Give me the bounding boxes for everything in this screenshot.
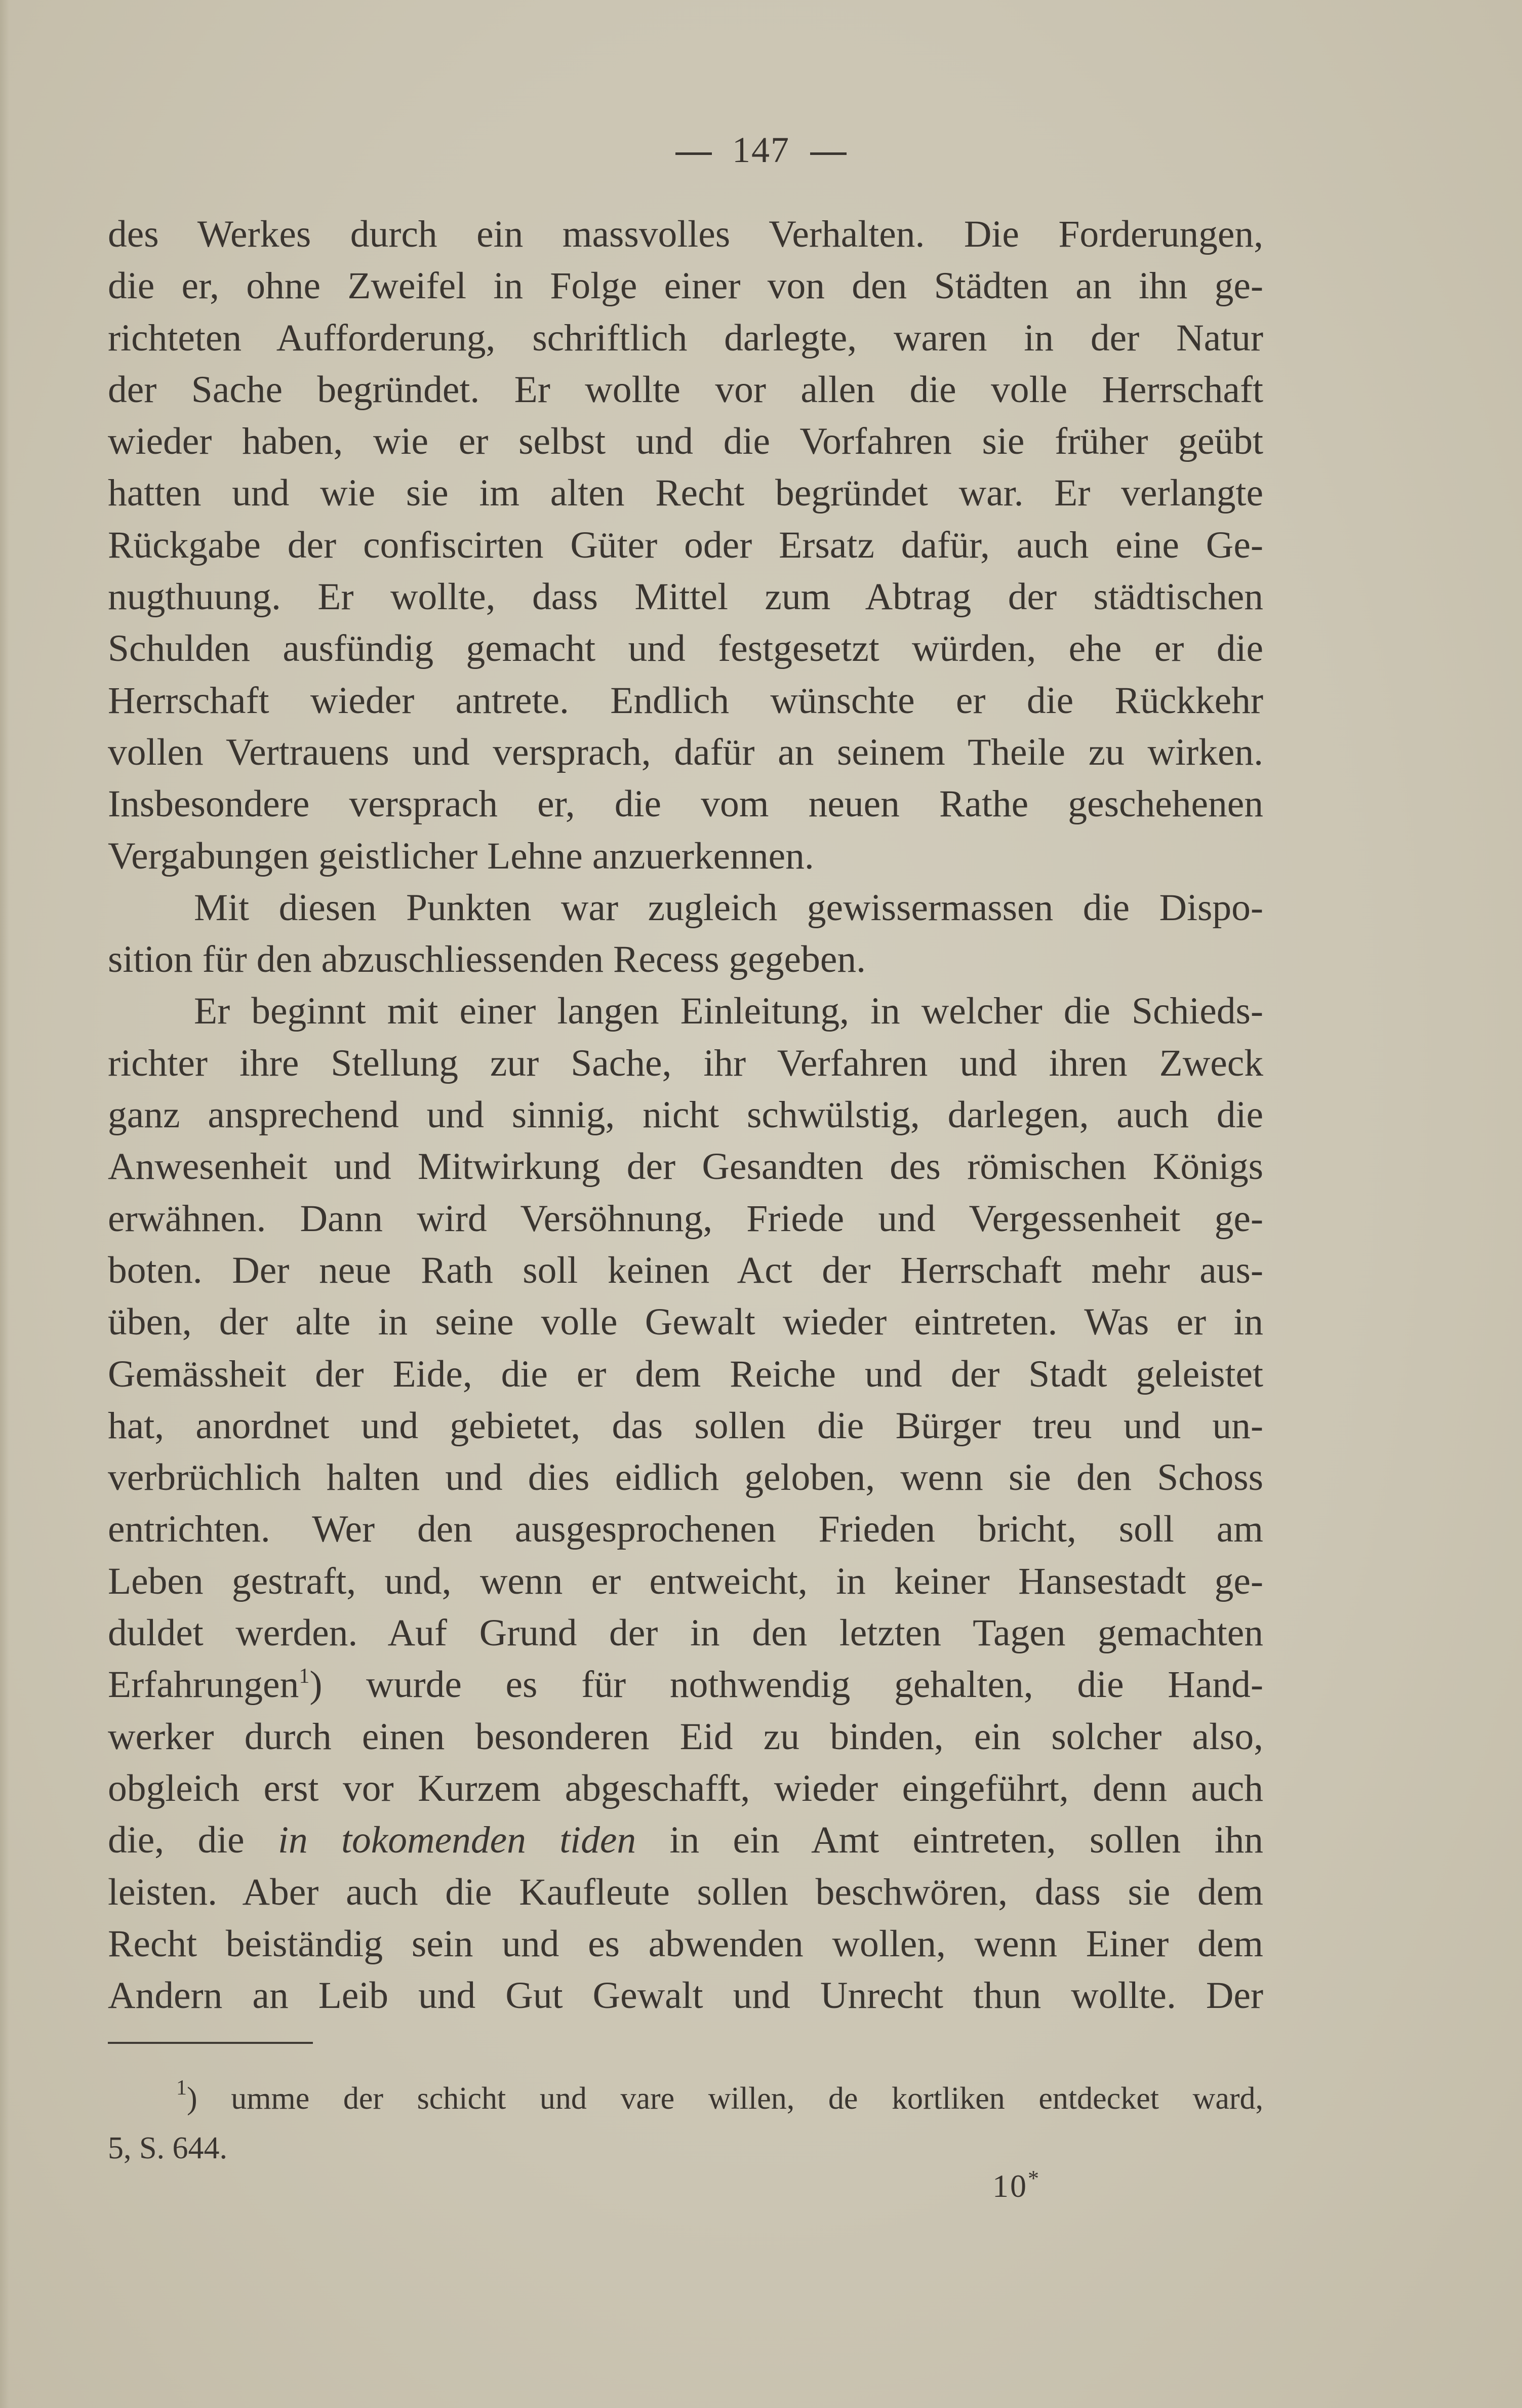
- italic-quote: in tokomenden tiden: [278, 1819, 636, 1862]
- text-segment: in ein Amt eintreten, sollen ihn: [636, 1819, 1263, 1862]
- text-line: wieder haben, wie er selbst und die Vorfahren sie früher geübt: [108, 420, 1263, 463]
- footnote-text: ) umme der schicht und vare willen, de kortliken entdecket ward,: [187, 2081, 1263, 2116]
- footnote-line: 5, S. 644.: [108, 2131, 227, 2165]
- footnote-reference[interactable]: 1: [299, 1665, 310, 1688]
- text-line: der Sache begründet. Er wollte vor allen die volle Herrschaft: [108, 368, 1263, 411]
- footnote: [108, 2074, 1263, 2173]
- header-dash-left: [675, 152, 712, 155]
- text-segment: Erfahrungen: [108, 1664, 299, 1706]
- text-line: leisten. Aber auch die Kaufleute sollen beschwören, dass sie dem: [108, 1871, 1263, 1913]
- signature-mark: *: [1028, 2166, 1040, 2191]
- text-line: Er beginnt mit einer langen Einleitung, in welcher die Schieds-: [194, 990, 1263, 1033]
- text-line: vollen Vertrauens und versprach, dafür an seinem Theile zu wirken.: [108, 731, 1263, 773]
- text-line: entrichten. Wer den ausgesprochenen Frieden bricht, soll am: [108, 1508, 1263, 1551]
- text-line: erwähnen. Dann wird Versöhnung, Friede und Vergessenheit ge-: [108, 1197, 1263, 1240]
- text-line: des Werkes durch ein massvolles Verhalten. Die Forderungen,: [108, 213, 1263, 255]
- text-line: boten. Der neue Rath soll keinen Act der Herrschaft mehr aus-: [108, 1249, 1263, 1291]
- text-line: obgleich erst vor Kurzem abgeschafft, wieder eingeführt, denn auch: [108, 1767, 1263, 1809]
- text-line: verbrüchlich halten und dies eidlich geloben, wenn sie den Schoss: [108, 1456, 1263, 1499]
- footnote-line: [108, 2074, 1263, 2123]
- text-line: nugthuung. Er wollte, dass Mittel zum Abtrag der städtischen: [108, 576, 1263, 618]
- page-header: [0, 129, 1522, 171]
- text-line: richter ihre Stellung zur Sache, ihr Verfahren und ihren Zweck: [108, 1042, 1263, 1084]
- text-segment: ) wurde es für nothwendig gehalten, die Hand-: [309, 1664, 1263, 1706]
- printer-signature: [992, 2167, 1040, 2205]
- text-line: Schulden ausfündig gemacht und festgesetzt würden, ehe er die: [108, 627, 1263, 670]
- text-line: Recht beiständig sein und es abwenden wollen, wenn Einer dem: [108, 1922, 1263, 1965]
- text-line: die er, ohne Zweifel in Folge einer von den Städten an ihn ge-: [108, 265, 1263, 307]
- text-line: Herrschaft wieder antrete. Endlich wünschte er die Rückkehr: [108, 679, 1263, 722]
- header-dash-right: [810, 152, 847, 155]
- text-line: üben, der alte in seine volle Gewalt wieder eintreten. Was er in: [108, 1301, 1263, 1344]
- footnote-separator: [108, 2042, 313, 2044]
- text-line-with-footnote: [108, 1659, 1263, 1711]
- footnote-mark: 1: [176, 2076, 187, 2100]
- text-line: richteten Aufforderung, schriftlich darlegte, waren in der Natur: [108, 317, 1263, 359]
- text-line: sition für den abzuschliessenden Recess gegeben.: [108, 938, 866, 981]
- text-segment: die, die: [108, 1819, 278, 1862]
- text-line: hat, anordnet und gebietet, das sollen die Bürger treu und un-: [108, 1404, 1263, 1447]
- text-line: Rückgabe der confiscirten Güter oder Ersatz dafür, auch eine Ge-: [108, 524, 1263, 566]
- text-line: Gemässheit der Eide, die er dem Reiche und der Stadt geleistet: [108, 1353, 1263, 1395]
- page-number: 147: [732, 130, 790, 170]
- text-line: Mit diesen Punkten war zugleich gewissermassen die Dispo-: [194, 886, 1263, 929]
- text-line: Andern an Leib und Gut Gewalt und Unrecht thun wollte. Der: [108, 1975, 1263, 2017]
- text-line-with-italic: [108, 1814, 1263, 1866]
- text-line: hatten und wie sie im alten Recht begründet war. Er verlangte: [108, 472, 1263, 515]
- text-line: Insbesondere versprach er, die vom neuen Rathe geschehenen: [108, 783, 1263, 825]
- body-text: [108, 209, 1263, 2022]
- text-line: Anwesenheit und Mitwirkung der Gesandten des römischen Königs: [108, 1146, 1263, 1188]
- text-line: Vergabungen geistlicher Lehne anzuerkennen.: [108, 835, 814, 877]
- page-edge-shadow: [0, 0, 9, 2408]
- text-line: werker durch einen besonderen Eid zu binden, ein solcher also,: [108, 1715, 1263, 1758]
- text-line: duldet werden. Auf Grund der in den letzten Tagen gemachten: [108, 1612, 1263, 1654]
- signature-number: 10: [992, 2168, 1028, 2204]
- text-line: ganz ansprechend und sinnig, nicht schwülstig, darlegen, auch die: [108, 1094, 1263, 1136]
- text-line: Leben gestraft, und, wenn er entweicht, in keiner Hansestadt ge-: [108, 1560, 1263, 1602]
